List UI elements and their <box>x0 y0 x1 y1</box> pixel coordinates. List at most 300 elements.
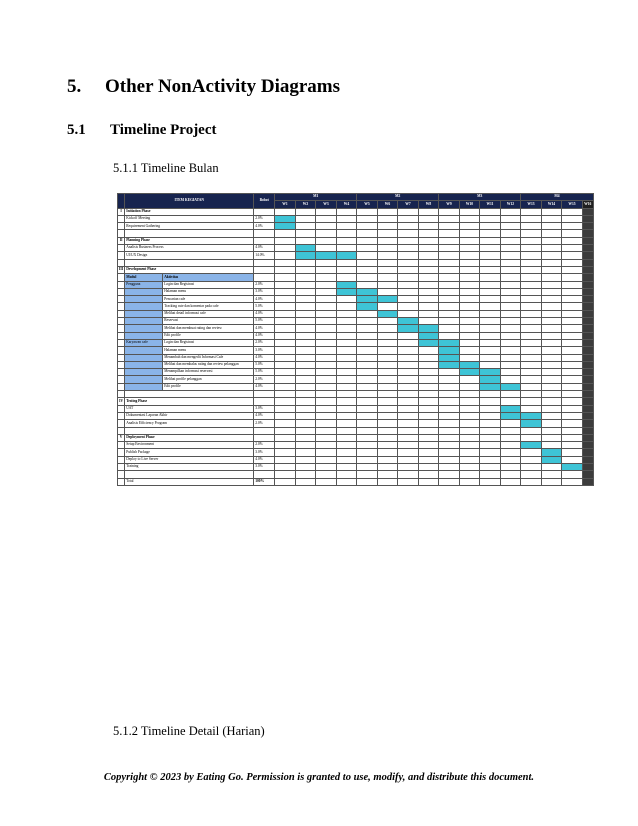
week-cell <box>398 398 419 405</box>
week-cell <box>357 245 378 252</box>
week-cell <box>459 463 480 470</box>
week-cell <box>541 259 562 266</box>
week-cell <box>377 259 398 266</box>
week-cell <box>439 274 460 281</box>
week-cell <box>377 376 398 383</box>
week-cell <box>295 420 316 427</box>
week-cell <box>439 434 460 441</box>
copyright-footer: Copyright © 2023 by Eating Go. Permission is granted to use, modify, and distribute this document. <box>103 772 535 783</box>
week-cell <box>295 259 316 266</box>
week-cell <box>398 361 419 368</box>
week-cell <box>439 252 460 259</box>
task-label: Melihat profile pelanggan <box>163 376 254 383</box>
week-cell <box>295 347 316 354</box>
gantt-bar-cell <box>418 339 439 346</box>
week-cell <box>562 266 583 273</box>
gantt-row <box>118 471 594 478</box>
week-cell <box>541 354 562 361</box>
num-cell <box>118 478 125 485</box>
week-cell <box>541 332 562 339</box>
week-cell <box>582 274 593 281</box>
gantt-row <box>118 288 594 295</box>
week-cell <box>480 347 501 354</box>
week-cell <box>275 318 296 325</box>
week-cell <box>459 427 480 434</box>
week-cell <box>439 303 460 310</box>
week-cell <box>582 230 593 237</box>
gantt-row <box>118 405 594 412</box>
week-cell <box>316 405 337 412</box>
task-weight: 4.0% <box>254 245 275 252</box>
week-cell <box>336 449 357 456</box>
week-cell <box>398 281 419 288</box>
week-cell <box>459 259 480 266</box>
gantt-bar-cell <box>377 310 398 317</box>
week-cell <box>459 391 480 398</box>
week-cell <box>480 427 501 434</box>
week-cell <box>316 434 337 441</box>
task-label: Publish Package <box>125 449 254 456</box>
week-cell <box>582 259 593 266</box>
week-cell <box>398 405 419 412</box>
week-cell <box>316 296 337 303</box>
week-cell <box>275 427 296 434</box>
num-cell <box>118 245 125 252</box>
week-cell <box>582 318 593 325</box>
task-weight: 2.0% <box>254 281 275 288</box>
week-cell <box>459 223 480 230</box>
week-cell <box>275 471 296 478</box>
week-cell <box>439 230 460 237</box>
num-cell <box>118 420 125 427</box>
week-cell <box>377 412 398 419</box>
week-cell <box>336 463 357 470</box>
week-cell <box>459 471 480 478</box>
module-cell <box>125 332 163 339</box>
module-cell <box>125 310 163 317</box>
week-cell <box>316 478 337 485</box>
week-cell <box>480 296 501 303</box>
week-cell <box>500 434 521 441</box>
week-cell <box>295 215 316 222</box>
week-cell <box>439 266 460 273</box>
task-weight: 4.0% <box>254 354 275 361</box>
week-cell <box>418 434 439 441</box>
task-weight: 2.0% <box>254 215 275 222</box>
week-cell <box>398 215 419 222</box>
week-cell <box>316 223 337 230</box>
week-cell <box>521 237 542 244</box>
week-cell <box>295 325 316 332</box>
phase-number: I <box>118 208 125 215</box>
week-cell <box>541 318 562 325</box>
task-label: Menambah dan mengedit Informasi Cafe <box>163 354 254 361</box>
week-cell <box>500 361 521 368</box>
week-cell <box>459 383 480 390</box>
week-cell <box>521 288 542 295</box>
header-week: W2 <box>295 201 316 208</box>
week-cell <box>521 223 542 230</box>
gantt-bar-cell <box>439 361 460 368</box>
week-cell <box>582 208 593 215</box>
week-cell <box>500 456 521 463</box>
task-label: Halaman menu <box>163 288 254 295</box>
week-cell <box>418 398 439 405</box>
week-cell <box>357 449 378 456</box>
task-weight: 4.0% <box>254 412 275 419</box>
week-cell <box>398 230 419 237</box>
task-label: Tracking rute dan komentar pada cafe <box>163 303 254 310</box>
week-cell <box>562 332 583 339</box>
week-cell <box>357 237 378 244</box>
week-cell <box>562 449 583 456</box>
week-cell <box>582 310 593 317</box>
week-cell <box>582 296 593 303</box>
week-cell <box>480 266 501 273</box>
week-cell <box>336 223 357 230</box>
weight-cell <box>254 208 275 215</box>
gantt-row <box>118 332 594 339</box>
week-cell <box>377 237 398 244</box>
week-cell <box>316 420 337 427</box>
week-cell <box>295 318 316 325</box>
week-cell <box>295 398 316 405</box>
header-week: W6 <box>377 201 398 208</box>
gantt-bar-cell <box>562 463 583 470</box>
week-cell <box>316 442 337 449</box>
week-cell <box>275 230 296 237</box>
gantt-bar-cell <box>439 354 460 361</box>
week-cell <box>500 296 521 303</box>
gantt-bar-cell <box>336 252 357 259</box>
module-cell <box>125 354 163 361</box>
week-cell <box>377 266 398 273</box>
week-cell <box>521 398 542 405</box>
week-cell <box>541 288 562 295</box>
phase-label: Development Phase <box>125 266 254 273</box>
week-cell <box>521 332 542 339</box>
week-cell <box>500 391 521 398</box>
week-cell <box>357 354 378 361</box>
week-cell <box>459 274 480 281</box>
week-cell <box>295 463 316 470</box>
week-cell <box>377 339 398 346</box>
week-cell <box>480 478 501 485</box>
week-cell <box>480 361 501 368</box>
task-weight: 5.0% <box>254 369 275 376</box>
week-cell <box>418 391 439 398</box>
week-cell <box>357 361 378 368</box>
week-cell <box>398 391 419 398</box>
week-cell <box>398 332 419 339</box>
task-label: Pencarian cafe <box>163 296 254 303</box>
task-weight: 2.0% <box>254 442 275 449</box>
gantt-row <box>118 420 594 427</box>
week-cell <box>357 405 378 412</box>
week-cell <box>275 310 296 317</box>
week-cell <box>275 347 296 354</box>
phase-number: V <box>118 434 125 441</box>
header-week: W3 <box>316 201 337 208</box>
gantt-row <box>118 296 594 303</box>
gantt-row <box>118 463 594 470</box>
week-cell <box>357 274 378 281</box>
week-cell <box>521 303 542 310</box>
week-cell <box>295 369 316 376</box>
week-cell <box>275 296 296 303</box>
week-cell <box>521 245 542 252</box>
week-cell <box>582 266 593 273</box>
week-cell <box>295 427 316 434</box>
week-cell <box>439 376 460 383</box>
week-cell <box>480 252 501 259</box>
week-cell <box>357 398 378 405</box>
week-cell <box>562 383 583 390</box>
week-cell <box>336 391 357 398</box>
week-cell <box>377 303 398 310</box>
week-cell <box>336 296 357 303</box>
week-cell <box>336 237 357 244</box>
week-cell <box>521 252 542 259</box>
week-cell <box>316 354 337 361</box>
task-label: Reservasi <box>163 318 254 325</box>
week-cell <box>480 463 501 470</box>
gantt-bar-cell <box>480 376 501 383</box>
week-cell <box>336 427 357 434</box>
task-weight: 4.0% <box>254 332 275 339</box>
week-cell <box>521 478 542 485</box>
week-cell <box>500 354 521 361</box>
week-cell <box>500 215 521 222</box>
week-cell <box>316 230 337 237</box>
weight-cell <box>254 237 275 244</box>
module-cell <box>125 347 163 354</box>
week-cell <box>459 288 480 295</box>
week-cell <box>541 383 562 390</box>
week-cell <box>562 361 583 368</box>
week-cell <box>275 325 296 332</box>
week-cell <box>418 281 439 288</box>
week-cell <box>418 427 439 434</box>
week-cell <box>521 354 542 361</box>
header-week: W7 <box>398 201 419 208</box>
gantt-row <box>118 266 594 273</box>
week-cell <box>562 427 583 434</box>
blank-cell <box>125 427 254 434</box>
week-cell <box>562 325 583 332</box>
total-label: Total <box>125 478 254 485</box>
week-cell <box>521 471 542 478</box>
week-cell <box>398 288 419 295</box>
week-cell <box>439 259 460 266</box>
phase-label: Testing Phase <box>125 398 254 405</box>
task-weight: 5.0% <box>254 318 275 325</box>
week-cell <box>336 259 357 266</box>
week-cell <box>541 230 562 237</box>
week-cell <box>275 478 296 485</box>
gantt-bar-cell <box>357 288 378 295</box>
week-cell <box>316 325 337 332</box>
week-cell <box>398 208 419 215</box>
week-cell <box>582 354 593 361</box>
week-cell <box>562 237 583 244</box>
week-cell <box>582 376 593 383</box>
num-cell <box>118 281 125 288</box>
week-cell <box>562 252 583 259</box>
activity-header: Aktivitas <box>163 274 254 281</box>
num-cell <box>118 463 125 470</box>
gantt-bar-cell <box>439 347 460 354</box>
week-cell <box>480 208 501 215</box>
week-cell <box>316 303 337 310</box>
week-cell <box>316 449 337 456</box>
week-cell <box>541 434 562 441</box>
week-cell <box>459 310 480 317</box>
week-cell <box>418 215 439 222</box>
week-cell <box>582 383 593 390</box>
task-label: Melihat detail informasi cafe <box>163 310 254 317</box>
week-cell <box>316 463 337 470</box>
header-week: W11 <box>480 201 501 208</box>
week-cell <box>295 208 316 215</box>
gantt-row <box>118 259 594 266</box>
week-cell <box>500 449 521 456</box>
gantt-bar-cell <box>418 332 439 339</box>
weight-cell <box>254 230 275 237</box>
num-cell <box>118 303 125 310</box>
week-cell <box>562 412 583 419</box>
num-cell <box>118 230 125 237</box>
week-cell <box>336 274 357 281</box>
week-cell <box>357 471 378 478</box>
week-cell <box>398 369 419 376</box>
week-cell <box>275 398 296 405</box>
gantt-bar-cell <box>398 318 419 325</box>
week-cell <box>418 420 439 427</box>
num-cell <box>118 354 125 361</box>
week-cell <box>541 296 562 303</box>
week-cell <box>377 347 398 354</box>
week-cell <box>541 420 562 427</box>
week-cell <box>418 259 439 266</box>
week-cell <box>357 383 378 390</box>
week-cell <box>418 252 439 259</box>
gantt-bar-cell <box>541 456 562 463</box>
week-cell <box>295 288 316 295</box>
week-cell <box>377 456 398 463</box>
task-weight: 4.0% <box>254 325 275 332</box>
week-cell <box>275 383 296 390</box>
week-cell <box>377 420 398 427</box>
task-weight: 4.0% <box>254 456 275 463</box>
header-week: W16 <box>582 201 593 208</box>
week-cell <box>541 245 562 252</box>
week-cell <box>500 442 521 449</box>
week-cell <box>562 347 583 354</box>
week-cell <box>275 208 296 215</box>
week-cell <box>398 237 419 244</box>
week-cell <box>582 303 593 310</box>
task-weight: 3.0% <box>254 463 275 470</box>
weight-cell <box>254 274 275 281</box>
week-cell <box>357 259 378 266</box>
week-cell <box>316 215 337 222</box>
week-cell <box>562 354 583 361</box>
num-cell <box>118 383 125 390</box>
week-cell <box>562 288 583 295</box>
week-cell <box>582 245 593 252</box>
week-cell <box>398 376 419 383</box>
week-cell <box>480 442 501 449</box>
week-cell <box>480 325 501 332</box>
week-cell <box>439 442 460 449</box>
gantt-row <box>118 245 594 252</box>
gantt-row <box>118 347 594 354</box>
task-label: UAT <box>125 405 254 412</box>
task-weight: 4.0% <box>254 383 275 390</box>
gantt-row <box>118 427 594 434</box>
week-cell <box>459 405 480 412</box>
week-cell <box>275 456 296 463</box>
week-cell <box>295 230 316 237</box>
week-cell <box>582 361 593 368</box>
task-weight: 4.0% <box>254 310 275 317</box>
week-cell <box>480 398 501 405</box>
week-cell <box>541 463 562 470</box>
week-cell <box>316 391 337 398</box>
task-label: Dokumentasi Laporan Akhir <box>125 412 254 419</box>
week-cell <box>480 215 501 222</box>
week-cell <box>582 442 593 449</box>
task-weight: 3.0% <box>254 347 275 354</box>
header-week: W1 <box>275 201 296 208</box>
header-week: W13 <box>521 201 542 208</box>
week-cell <box>377 471 398 478</box>
gantt-bar-cell <box>377 296 398 303</box>
gantt-bar-cell <box>295 245 316 252</box>
week-cell <box>439 463 460 470</box>
num-cell <box>118 318 125 325</box>
num-cell <box>118 471 125 478</box>
gantt-header-row <box>118 194 594 201</box>
gantt-bar-cell <box>459 361 480 368</box>
week-cell <box>439 405 460 412</box>
gantt-bar-cell <box>521 420 542 427</box>
task-weight: 5.0% <box>254 303 275 310</box>
num-cell <box>118 456 125 463</box>
task-weight: 2.0% <box>254 339 275 346</box>
gantt-row <box>118 369 594 376</box>
week-cell <box>541 412 562 419</box>
week-cell <box>377 427 398 434</box>
week-cell <box>295 405 316 412</box>
week-cell <box>377 318 398 325</box>
week-cell <box>541 391 562 398</box>
task-label: Melihat dan membuat rating dan review <box>163 325 254 332</box>
week-cell <box>500 427 521 434</box>
subsection-number: 5.1 <box>67 122 86 138</box>
module-cell <box>125 303 163 310</box>
num-cell <box>118 442 125 449</box>
week-cell <box>357 420 378 427</box>
week-cell <box>541 303 562 310</box>
week-cell <box>336 361 357 368</box>
task-weight: 5.0% <box>254 361 275 368</box>
week-cell <box>316 208 337 215</box>
week-cell <box>398 303 419 310</box>
gantt-row <box>118 398 594 405</box>
week-cell <box>377 274 398 281</box>
